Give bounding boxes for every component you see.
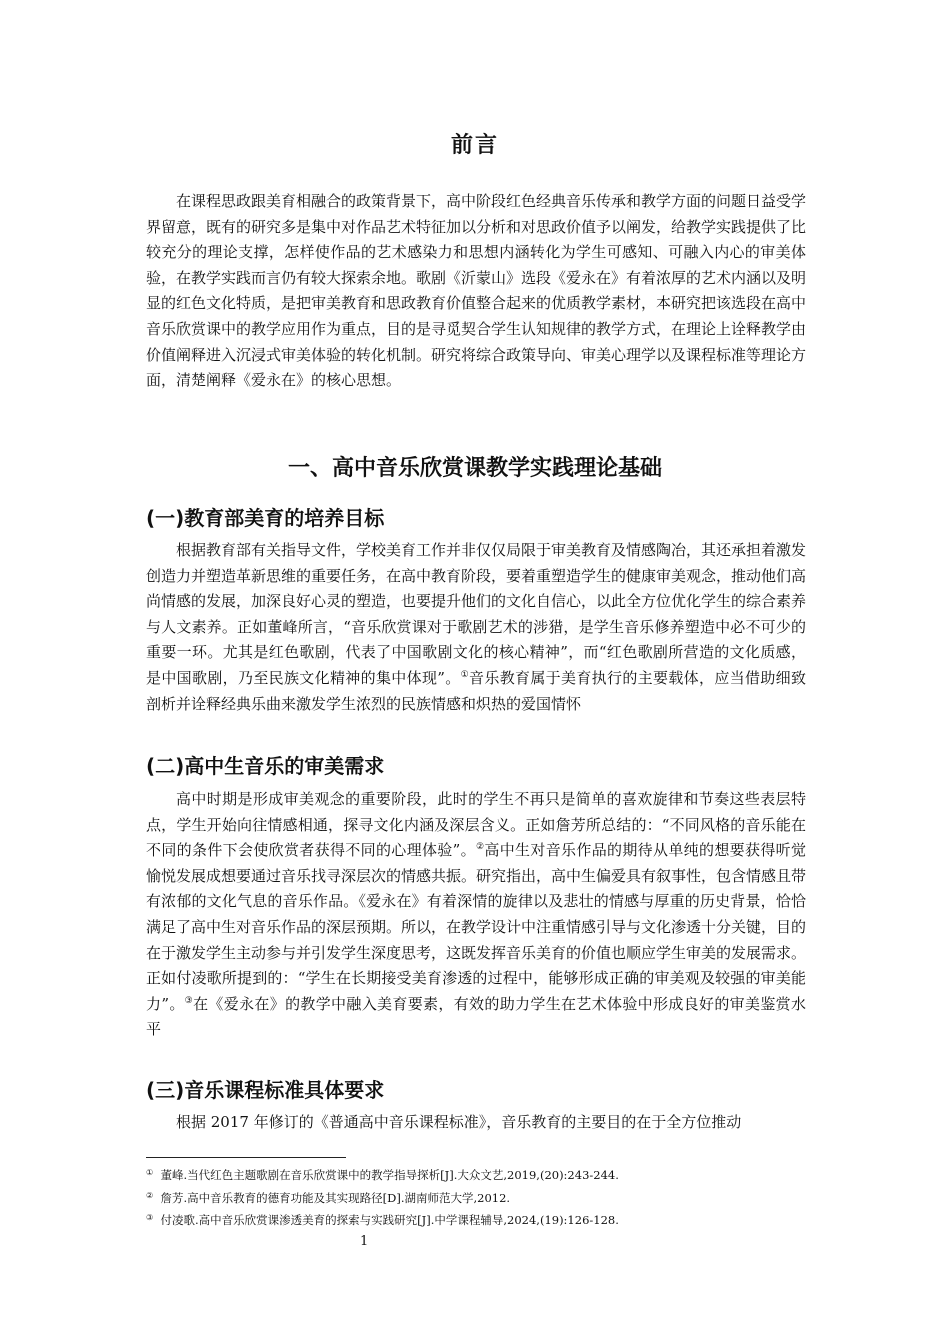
footnote xyxy=(146,1167,826,1183)
footnote-ref-3: ③ xyxy=(184,995,194,1006)
footnote-divider xyxy=(146,1157,346,1158)
footnote xyxy=(146,1190,826,1206)
page-number: 1 xyxy=(360,1234,369,1249)
footnote-text: 董峰.当代红色主题歌剧在音乐欣赏课中的教学指导探析[J].大众文艺,2019,(20):243-244. xyxy=(160,1168,619,1182)
footnote-mark: ③ xyxy=(146,1213,154,1222)
subsection-1-paragraph xyxy=(146,538,806,717)
section-heading: 一、高中音乐欣赏课教学实践理论基础 xyxy=(287,456,662,481)
footnote xyxy=(146,1212,826,1228)
subsection-3-paragraph: 根据 2017 年修订的《普通高中音乐课程标准》，音乐教育的主要目的在于全方位推动 xyxy=(176,1113,742,1131)
subsection-heading-1: (一)教育部美育的培养目标 xyxy=(146,506,385,530)
page-title: 前言 xyxy=(450,133,499,158)
footnote-ref-1: ① xyxy=(460,669,470,680)
footnote-text: 付凌歌.高中音乐欣赏课渗透美育的探索与实践研究[J].中学课程辅导,2024,(19):126-128. xyxy=(160,1213,619,1227)
paragraph-text: 高中生对音乐作品的期待从单纯的想要获得听觉愉悦发展成想要通过音乐找寻深层次的情感共振。研究指出，高中生偏爱具有叙事性，包含情感且带有浓郁的文化气息的音乐作品。《爱永在》有着深情的旋律以及悲壮的情感与厚重的历史背景，恰恰满足了高中生对音乐作品的深层预期。所以，在教学设计中注重情感引导与文化渗透十分关键，目的在于激发学生主动参与并引发学生深度思考，这既发挥音乐美育的价值也顺应学生审美的发展需求。正如付凌歌所提到的：“学生在长期接受美育渗透的过程中，能够形成正确的审美观及较强的审美能力”。 xyxy=(146,841,807,1013)
subsection-2-paragraph xyxy=(146,787,806,1043)
subsection-heading-2: (二)高中生音乐的审美需求 xyxy=(146,754,385,778)
paragraph-text: 在《爱永在》的教学中融入美育要素，有效的助力学生在艺术体验中形成良好的审美鉴赏水平 xyxy=(146,994,806,1039)
paragraph-text: 音乐教育属于美育执行的主要载体，应当借助细致剖析并诠释经典乐曲来激发学生浓烈的民族情感和炽热的爱国情怀 xyxy=(146,668,806,713)
footnote-mark: ② xyxy=(146,1191,154,1200)
footnote-mark: ① xyxy=(146,1168,154,1177)
footnote-ref-2: ② xyxy=(475,842,485,853)
paragraph-text: 高中时期是形成审美观念的重要阶段，此时的学生不再只是简单的喜欢旋律和节奏这些表层特点，学生开始向往情感相通，探寻文化内涵及深层含义。正如詹芳所总结的：“不同风格的音乐能在不同的条件下会使欣赏者获得不同的心理体验”。 xyxy=(146,790,806,860)
footnote-text: 詹芳.高中音乐教育的德育功能及其实现路径[D].湖南师范大学,2012. xyxy=(160,1191,511,1205)
preface-paragraph: 在课程思政跟美育相融合的政策背景下，高中阶段红色经典音乐传承和教学方面的问题日益受学界留意，既有的研究多是集中对作品艺术特征加以分析和对思政价值予以阐发，给教学实践提供了比较充分的理论支撑，怎样使作品的艺术感染力和思想内涵转化为学生可感知、可融入内心的审美体验，在教学实践而言仍有较大探索余地。歌剧《沂蒙山》选段《爱永在》有着浓厚的艺术内涵以及明显的红色文化特质，是把审美教育和思政教育价值整合起来的优质教学素材，本研究把该选段在高中音乐欣赏课中的教学应用作为重点，目的是寻觅契合学生认知规律的教学方式，在理论上诠释教学由价值阐释进入沉浸式审美体验的转化机制。研究将综合政策导向、审美心理学以及课程标准等理论方面，清楚阐释《爱永在》的核心思想。 xyxy=(146,192,807,390)
subsection-heading-3: (三)音乐课程标准具体要求 xyxy=(146,1078,385,1102)
paragraph-text: 根据教育部有关指导文件，学校美育工作并非仅仅局限于审美教育及情感陶冶，其还承担着激发创造力并塑造革新思维的重要任务，在高中教育阶段，要着重塑造学生的健康审美观念，推动他们高尚情感的发展，加深良好心灵的塑造，也要提升他们的文化自信心，以此全方位优化学生的综合素养与人文素养。正如董峰所言，“音乐欣赏课对于歌剧艺术的涉猎，是学生音乐修养塑造中必不可少的重要一环。尤其是红色歌剧，代表了中国歌剧文化的核心精神”，而“红色歌剧所营造的文化质感，是中国歌剧，乃至民族文化精神的集中体现”。 xyxy=(146,541,807,687)
